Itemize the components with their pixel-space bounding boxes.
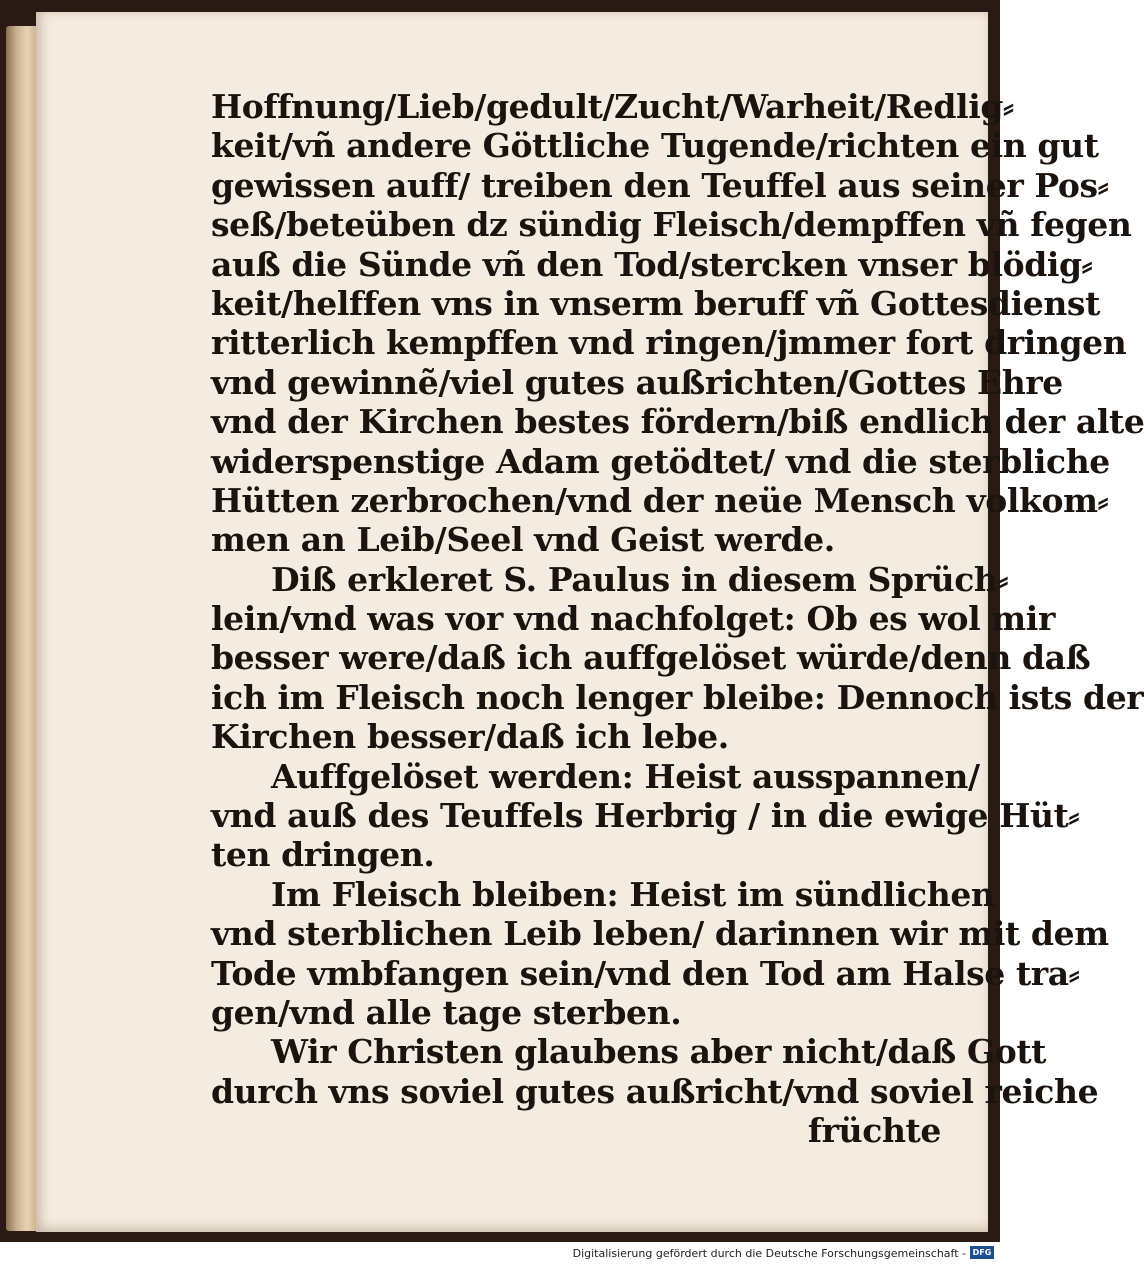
text-line: Hütten zerbrochen/vnd der neüe Mensch volkom⸗	[211, 480, 1109, 520]
text-line: auß die Sünde vñ den Tod/stercken vnser blödig⸗	[211, 244, 1093, 284]
text-line: Auffgelöset werden: Heist ausspannen/	[271, 756, 980, 796]
text-line: widerspenstige Adam getödtet/ vnd die sterbliche	[211, 441, 1110, 481]
text-line: durch vns soviel gutes außricht/vnd soviel reiche	[211, 1071, 1099, 1111]
text-line: ten dringen.	[211, 835, 435, 875]
text-line: seß/beteüben dz sündig Fleisch/dempffen vñ fegen	[211, 205, 1132, 245]
text-line: Kirchen besser/daß ich lebe.	[211, 717, 729, 757]
text-line: vnd der Kirchen bestes fördern/biß endlich der alte	[211, 402, 1144, 442]
text-line: gewissen auff/ treiben den Teuffel aus seiner Pos⸗	[211, 165, 1109, 205]
text-line: keit/helffen vns in vnserm beruff vñ Gottesdienst	[211, 283, 1100, 323]
text-line: ich im Fleisch noch lenger bleibe: Dennoch ists der	[211, 677, 1144, 717]
text-line: vnd gewinnẽ/viel gutes außrichten/Gottes Ehre	[211, 362, 1063, 402]
text-line: vnd auß des Teuffels Herbrig / in die ewige Hüt⸗	[211, 796, 1080, 836]
book-page	[36, 12, 1144, 1232]
text-line: besser were/daß ich auffgelöset würde/denn daß	[211, 638, 1091, 678]
page-text	[211, 87, 1144, 1151]
text-line: Diß erkleret S. Paulus in diesem Sprüch⸗	[271, 559, 1009, 599]
text-line: Hoffnung/Lieb/gedult/Zucht/Warheit/Redlig⸗	[211, 87, 1014, 126]
funding-credit: Digitalisierung gefördert durch die Deutsche Forschungsgemeinschaft -	[572, 1247, 966, 1260]
dfg-logo: DFG	[970, 1246, 994, 1259]
text-line: vnd sterblichen Leib leben/ darinnen wir mit dem	[211, 914, 1109, 954]
text-line: Im Fleisch bleiben: Heist im sündlichen	[271, 874, 995, 914]
text-line: Tode vmbfangen sein/vnd den Tod am Halse tra⸗	[211, 953, 1080, 993]
text-line: lein/vnd was vor vnd nachfolget: Ob es wol mir	[211, 599, 1055, 639]
text-line: ritterlich kempffen vnd ringen/jmmer fort dringen	[211, 323, 1127, 363]
catchword: früchte	[807, 1111, 941, 1151]
text-line: Wir Christen glaubens aber nicht/daß Gott	[271, 1032, 1047, 1072]
text-line: keit/vñ andere Göttliche Tugende/richten ein gut	[211, 126, 1099, 166]
page-edge-stack	[6, 26, 36, 1231]
text-line: gen/vnd alle tage sterben.	[211, 992, 682, 1032]
text-line: men an Leib/Seel vnd Geist werde.	[211, 520, 835, 560]
